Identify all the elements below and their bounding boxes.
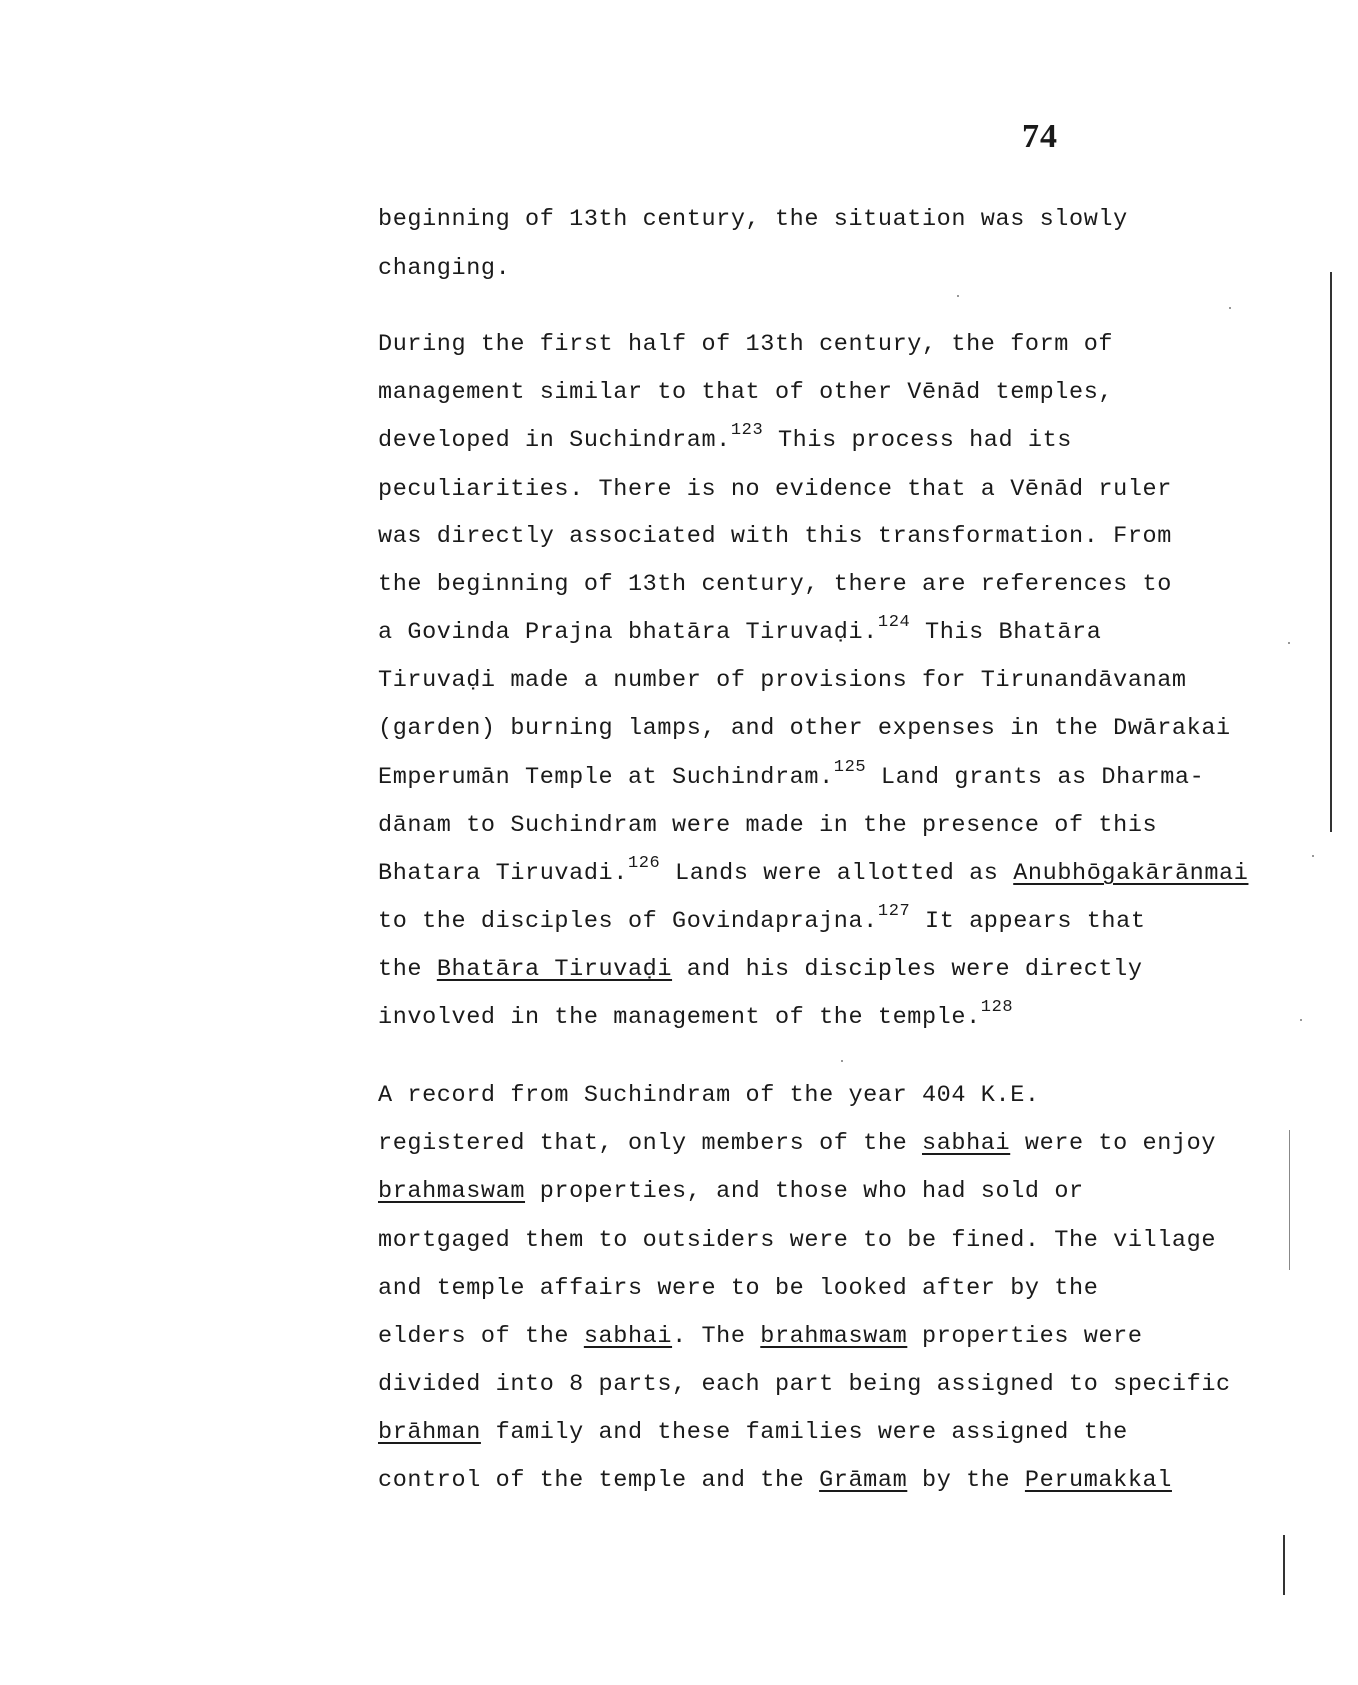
text-line — [378, 330, 1113, 360]
footnote-reference: 125 — [833, 758, 867, 777]
text-run: to the disciples of Govindaprajna. — [378, 908, 878, 935]
text-line — [378, 205, 1128, 235]
text-run: was directly associated with this transformation. From — [378, 523, 1172, 550]
scan-speck — [841, 1060, 843, 1062]
scan-speck — [1229, 307, 1231, 309]
scan-speck — [957, 295, 959, 297]
text-run: mortgaged them to outsiders were to be fined. The village — [378, 1227, 1217, 1254]
text-run: properties, and those who had sold or — [525, 1178, 1084, 1205]
text-run: dānam to Suchindram were made in the presence of this — [378, 812, 1158, 839]
text-run: a Govinda Prajna bhatāra Tiruvaḍi. — [378, 619, 878, 646]
text-run: During the first half of 13th century, the form of — [378, 331, 1114, 358]
text-run: Tiruvaḍi made a number of provisions for Tirunandāvanam — [378, 667, 1187, 694]
text-run: Land grants as Dharma- — [866, 764, 1205, 791]
text-run: Lands were allotted as — [660, 860, 1014, 887]
underlined-term: brahmaswam — [760, 1323, 908, 1350]
footnote-reference: 127 — [877, 902, 911, 921]
text-line — [378, 475, 1172, 505]
underlined-term: Grāmam — [819, 1467, 908, 1494]
text-line — [378, 1370, 1231, 1400]
text-line — [378, 714, 1231, 744]
text-line — [378, 421, 1073, 456]
text-run: management similar to that of other Vēnād temples, — [378, 379, 1114, 406]
text-line — [378, 570, 1172, 600]
text-line — [378, 254, 510, 284]
text-run: changing. — [378, 255, 511, 282]
text-line — [378, 522, 1172, 552]
underlined-term: sabhai — [583, 1323, 673, 1350]
margin-rule-middle — [1289, 1130, 1290, 1270]
scan-speck — [1300, 1019, 1302, 1021]
text-line — [378, 758, 1205, 793]
text-run: registered that, only members of the — [378, 1130, 922, 1157]
text-run: elders of the — [378, 1323, 584, 1350]
text-run: A record from Suchindram of the year 404 K.E. — [378, 1082, 1040, 1109]
text-line — [378, 1226, 1216, 1256]
text-run: properties were — [907, 1323, 1143, 1350]
text-line — [378, 1081, 1040, 1111]
text-run: family and these families were assigned the — [480, 1419, 1128, 1446]
text-run: by the — [907, 1467, 1025, 1494]
scan-speck — [1288, 642, 1290, 644]
footnote-reference: 123 — [730, 421, 764, 440]
text-line — [378, 666, 1187, 696]
text-run: the beginning of 13th century, there are references to — [378, 571, 1172, 598]
text-run: developed in Suchindram. — [378, 427, 731, 454]
text-line — [378, 998, 1014, 1033]
text-run: were to enjoy — [1010, 1130, 1217, 1157]
text-line — [378, 613, 1102, 648]
footnote-reference: 124 — [877, 613, 911, 632]
page-number: 74 — [1022, 118, 1058, 155]
underlined-term: brāhman — [378, 1419, 481, 1446]
margin-rule-upper — [1330, 272, 1332, 832]
text-run: control of the temple and the — [378, 1467, 820, 1494]
text-run: It appears that — [910, 908, 1146, 935]
text-line — [378, 1418, 1128, 1448]
text-run: the — [378, 956, 437, 983]
text-run: . The — [672, 1323, 761, 1350]
scan-speck — [1312, 855, 1314, 857]
underlined-term: Bhatāra Tiruvaḍi — [436, 956, 673, 983]
underlined-term: brahmaswam — [378, 1178, 526, 1205]
text-run: Emperumān Temple at Suchindram. — [378, 764, 834, 791]
footnote-reference: 126 — [627, 854, 661, 873]
text-run: (garden) burning lamps, and other expenses in the Dwārakai — [378, 715, 1231, 742]
text-run: involved in the management of the temple. — [378, 1004, 981, 1031]
text-run: Bhatara Tiruvadi. — [378, 860, 628, 887]
text-line — [378, 1322, 1143, 1352]
text-run: and temple affairs were to be looked after by the — [378, 1275, 1099, 1302]
text-run: and his disciples were directly — [672, 956, 1143, 983]
text-line — [378, 1274, 1098, 1304]
margin-rule-lower — [1283, 1535, 1285, 1595]
text-line — [378, 811, 1157, 841]
text-run: This Bhatāra — [910, 619, 1102, 646]
footnote-reference: 128 — [980, 998, 1014, 1017]
text-line — [378, 1466, 1172, 1496]
text-line — [378, 1129, 1216, 1159]
underlined-term: Perumakkal — [1024, 1467, 1172, 1494]
text-run: divided into 8 parts, each part being assigned to specific — [378, 1371, 1231, 1398]
text-line — [378, 955, 1143, 985]
underlined-term: Anubhōgakārānmai — [1013, 860, 1249, 887]
text-line — [378, 854, 1249, 889]
text-run: beginning of 13th century, the situation was slowly — [378, 206, 1128, 233]
text-line — [378, 378, 1113, 408]
text-line — [378, 902, 1146, 937]
text-run: peculiarities. There is no evidence that a Vēnād ruler — [378, 476, 1172, 503]
underlined-term: sabhai — [922, 1130, 1011, 1157]
text-line — [378, 1177, 1084, 1207]
text-run: This process had its — [763, 427, 1073, 454]
